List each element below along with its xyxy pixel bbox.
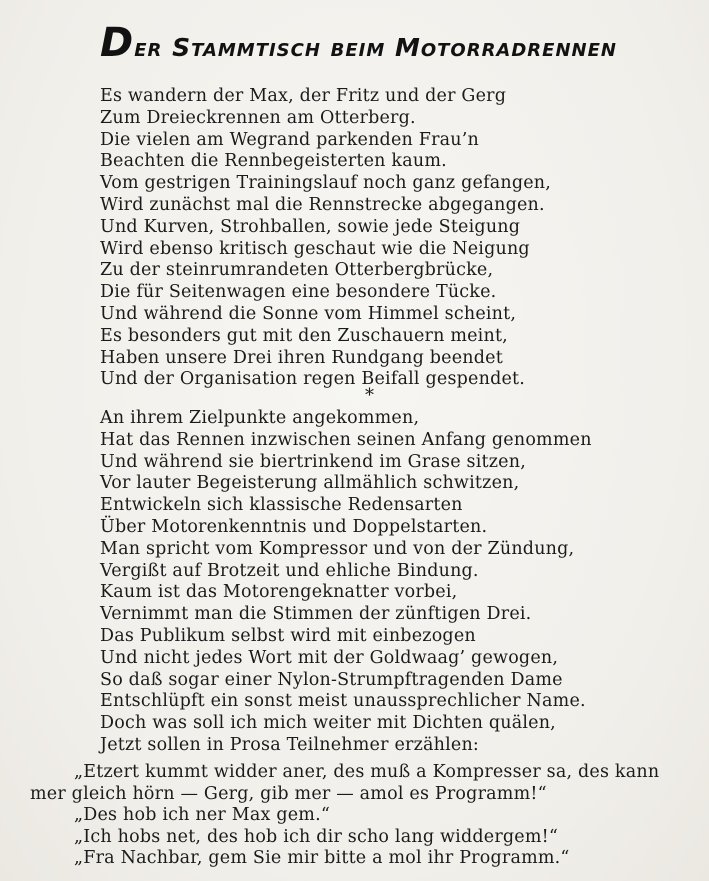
poem-line: Zum Dreieckrennen am Otterberg. xyxy=(100,107,416,128)
poem-line: Die für Seitenwagen eine besondere Tücke. xyxy=(100,282,497,303)
poem-line: Das Publikum selbst wird mit einbezogen xyxy=(100,625,476,646)
poem-line: Kaum ist das Motorengeknatter vorbei, xyxy=(100,582,458,603)
poem-line: Und der Organisation regen Beifall gespendet. xyxy=(100,369,526,390)
poem-line: Und Kurven, Strohballen, sowie jede Steigung xyxy=(100,216,521,237)
dialogue-line: „Fra Nachbar, gem Sie mir bitte a mol ihr Programm.“ xyxy=(74,848,570,868)
dialogue-line-continuation: mer gleich hörn — Gerg, gib mer — amol es Programm!“ xyxy=(30,783,547,804)
dialogue-line: „Etzert kummt widder aner, des muß a Kompresser sa, des kann xyxy=(74,762,660,782)
poem-line: Entwickeln sich klassische Redensarten xyxy=(100,495,463,516)
poem-line: Vernimmt man die Stimmen der zünftigen Drei. xyxy=(100,604,532,625)
poem-line: Wird ebenso kritisch geschaut wie die Neigung xyxy=(100,238,530,259)
dialogue-line: „Ich hobs net, des hob ich dir scho lang widdergem!“ xyxy=(74,826,559,847)
poem-stanza-1 xyxy=(100,86,690,391)
title-text: er Stammtisch beim Motorradrennen xyxy=(134,33,617,62)
prose-dialogue xyxy=(30,762,700,870)
title-initial: D xyxy=(100,20,135,66)
poem-line: Und nicht jedes Wort mit der Goldwaag’ gewogen, xyxy=(100,647,559,668)
poem-line: Und während die Sonne vom Himmel scheint, xyxy=(100,303,517,324)
poem-stanza-2 xyxy=(100,408,690,757)
poem-line: Es besonders gut mit den Zuschauern meint, xyxy=(100,325,508,346)
poem-line: Vom gestrigen Trainingslauf noch ganz gefangen, xyxy=(100,173,552,194)
page-title xyxy=(100,20,700,66)
poem-line: Vor lauter Begeisterung allmählich schwitzen, xyxy=(100,473,520,494)
poem-line: Hat das Rennen inzwischen seinen Anfang genommen xyxy=(100,429,592,450)
stanza-separator: * xyxy=(365,385,374,406)
poem-line: Und während sie biertrinkend im Grase sitzen, xyxy=(100,451,526,472)
poem-line: Die vielen am Wegrand parkenden Frau’n xyxy=(100,129,479,150)
poem-line: Zu der steinrumrandeten Otterbergbrücke, xyxy=(100,260,494,281)
poem-line: Man spricht vom Kompressor und von der Zündung, xyxy=(100,538,575,559)
poem-line: Doch was soll ich mich weiter mit Dichten quälen, xyxy=(100,713,556,734)
poem-line: Wird zunächst mal die Rennstrecke abgegangen. xyxy=(100,194,545,215)
poem-line: So daß sogar einer Nylon-Strumpftragenden Dame xyxy=(100,669,563,690)
poem-line: Beachten die Rennbegeisterten kaum. xyxy=(100,151,447,172)
poem-line: Es wandern der Max, der Fritz und der Gerg xyxy=(100,86,507,106)
poem-line: Entschlüpft ein sonst meist unaussprechlicher Name. xyxy=(100,691,586,712)
poem-line: Jetzt sollen in Prosa Teilnehmer erzählen: xyxy=(100,734,480,755)
poem-line: Haben unsere Drei ihren Rundgang beendet xyxy=(100,347,503,368)
poem-line: Über Motorenkenntnis und Doppelstarten. xyxy=(100,516,488,537)
poem-line: An ihrem Zielpunkte angekommen, xyxy=(100,408,420,428)
dialogue-line: „Des hob ich ner Max gem.“ xyxy=(74,805,331,825)
poem-line: Vergißt auf Brotzeit und ehliche Bindung. xyxy=(100,560,479,581)
